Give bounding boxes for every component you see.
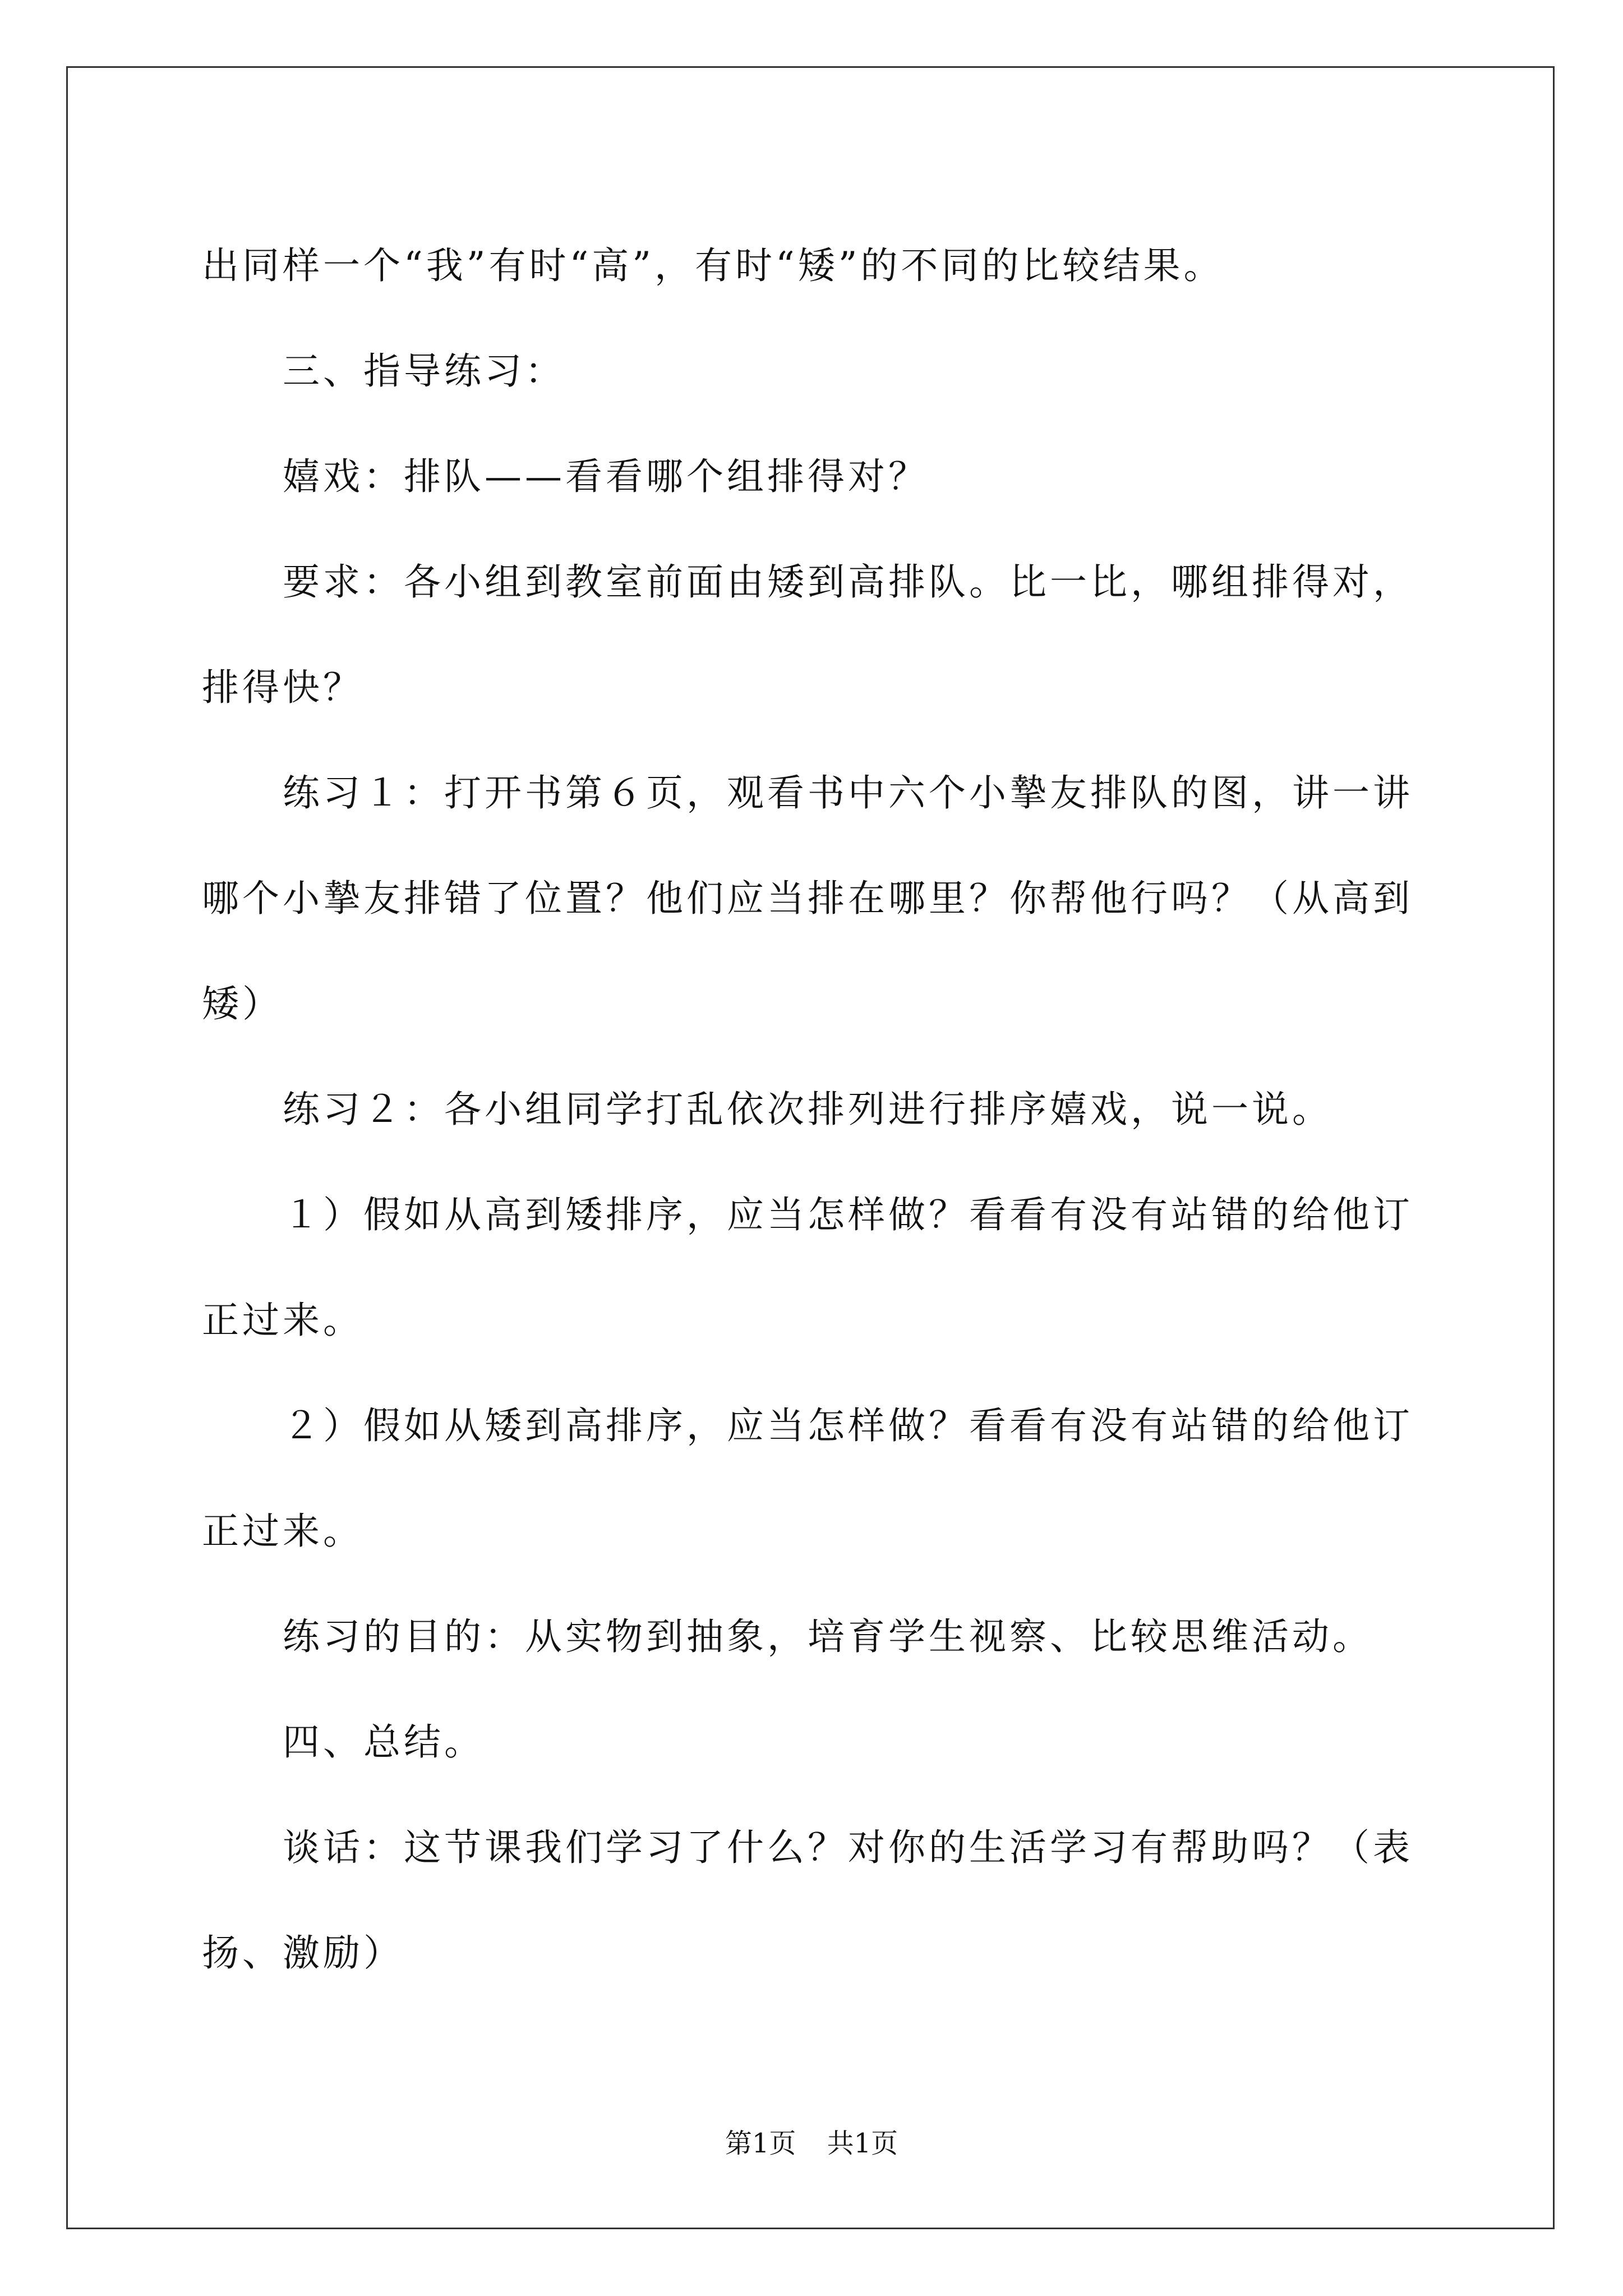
paragraph-7: １）假如从高到矮排序，应当怎样做？看看有没有站错的给他订正过来。 (202, 1193, 1413, 1342)
document-body (202, 213, 1424, 2006)
page-total: 共1页 (827, 2128, 898, 2159)
paragraph-3: 嬉戏：排队——看看哪个组排得对？ (283, 455, 929, 498)
paragraph-10: 四、总结。 (283, 1720, 485, 1764)
page-footer (0, 2122, 1623, 2160)
paragraph-2: 三、指导练习： (283, 349, 565, 393)
paragraph-5: 练习１：打开书第６页，观看书中六个小摯友排队的图，讲一讲哪个小摯友排错了位置？他们应当排在哪里？你帮他行吗？（从高到矮） (202, 771, 1413, 1025)
paragraph-9: 练习的目的：从实物到抽象，培育学生视察、比较思维活动。 (283, 1615, 1373, 1658)
page-number: 第1页 (725, 2128, 796, 2159)
paragraph-11: 谈话：这节课我们学习了什么？对你的生活学习有帮助吗？（表扬、激励） (202, 1826, 1413, 1975)
paragraph-6: 练习２：各小组同学打乱依次排列进行排序嬉戏，说一说。 (283, 1088, 1332, 1131)
paragraph-4: 要求：各小组到教室前面由矮到高排队。比一比，哪组排得对，排得快？ (202, 560, 1413, 709)
paragraph-8: ２）假如从矮到高排序，应当怎样做？看看有没有站错的给他订正过来。 (202, 1404, 1413, 1553)
paragraph-1: 出同样一个“我”有时“高”，有时“矮”的不同的比较结果。 (202, 244, 1224, 287)
